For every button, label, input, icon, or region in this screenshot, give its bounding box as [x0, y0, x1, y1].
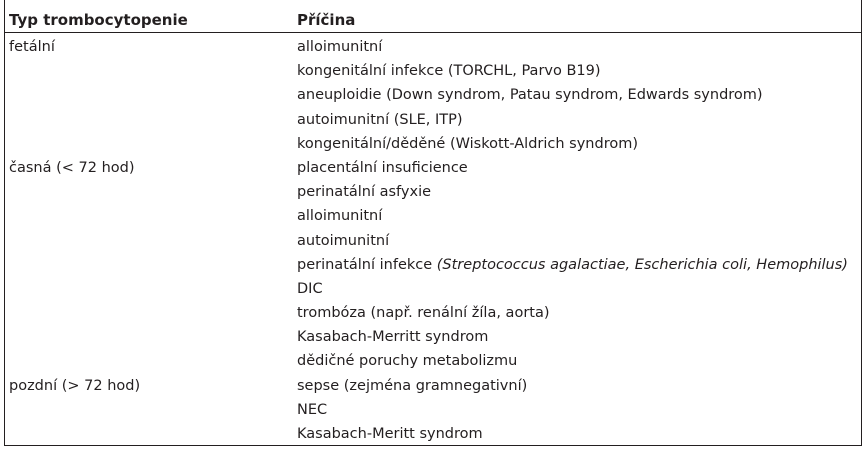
table-row: [5, 35, 861, 59]
table-row: [5, 301, 861, 325]
table-row: [5, 59, 861, 83]
cell-cause-text: dědičné poruchy metabolizmu: [297, 353, 518, 370]
cell-cause: [297, 180, 431, 204]
table-row: [5, 253, 861, 277]
cell-cause-text: autoimunitní (SLE, ITP): [297, 111, 463, 128]
cell-cause: [297, 229, 389, 253]
cell-cause-text: alloimunitní: [297, 39, 383, 55]
cell-cause-italic: (Streptococcus agalactiae, Escherichia coli, Hemophilus): [436, 256, 848, 273]
cell-cause-text: NEC: [297, 401, 328, 418]
cell-cause-text: alloimunitní: [297, 208, 383, 225]
cell-cause-text: perinatální asfyxie: [297, 184, 432, 201]
table-body: [5, 35, 861, 446]
cell-type: fetální: [9, 39, 55, 55]
table-row: [5, 277, 861, 301]
table-row: [5, 180, 861, 204]
cell-cause: [297, 59, 601, 83]
table-row: [5, 398, 861, 422]
cell-cause: [297, 398, 327, 422]
table-row: [5, 349, 861, 373]
table-row: [5, 229, 861, 253]
cell-cause: [297, 108, 463, 132]
cell-cause: [297, 253, 848, 277]
cell-cause: [297, 204, 382, 228]
table-row: [5, 132, 861, 156]
cell-cause: [297, 132, 638, 156]
cell-cause: [297, 156, 468, 180]
header-type: Typ trombocytopenie: [9, 11, 188, 29]
cell-cause: [297, 349, 517, 373]
table-frame: [4, 0, 862, 446]
table-row: [5, 156, 861, 180]
cell-cause-text: autoimunitní: [297, 232, 390, 249]
cell-cause: [297, 374, 527, 398]
cell-cause: [297, 35, 382, 59]
cell-type: pozdní (> 72 hod): [9, 377, 141, 394]
cell-cause-text: sepse (zejména gramnegativní): [297, 377, 528, 394]
cell-cause-text: DIC: [297, 280, 323, 297]
header-cause: Příčina: [297, 11, 356, 29]
cell-cause: [297, 83, 763, 107]
cell-cause-text: Kasabach-Meritt syndrom: [297, 426, 483, 442]
cell-cause-text: Kasabach-Merritt syndrom: [297, 329, 489, 346]
table-row: [5, 83, 861, 107]
cell-cause: [297, 301, 550, 325]
table-header: [5, 7, 861, 33]
table-row: [5, 108, 861, 132]
table-row: [5, 374, 861, 398]
cell-cause-text: kongenitální infekce (TORCHL, Parvo B19): [297, 63, 601, 80]
cell-cause: [297, 422, 483, 446]
cell-cause: [297, 325, 488, 349]
table-row: [5, 325, 861, 349]
cell-type: časná (< 72 hod): [9, 159, 135, 176]
cell-cause-text: placentální insuficience: [297, 159, 468, 176]
cell-cause-text: perinatální infekce: [297, 256, 437, 273]
cell-cause-text: kongenitální/děděné (Wiskott-Aldrich syndrom): [297, 135, 638, 152]
table-row: [5, 204, 861, 228]
cell-cause: [297, 277, 323, 301]
cell-cause-text: aneuploidie (Down syndrom, Patau syndrom, Edwards syndrom): [297, 87, 763, 104]
cell-cause-text: trombóza (např. renální žíla, aorta): [297, 305, 550, 322]
header-divider: [5, 32, 861, 33]
table-row: [5, 422, 861, 446]
